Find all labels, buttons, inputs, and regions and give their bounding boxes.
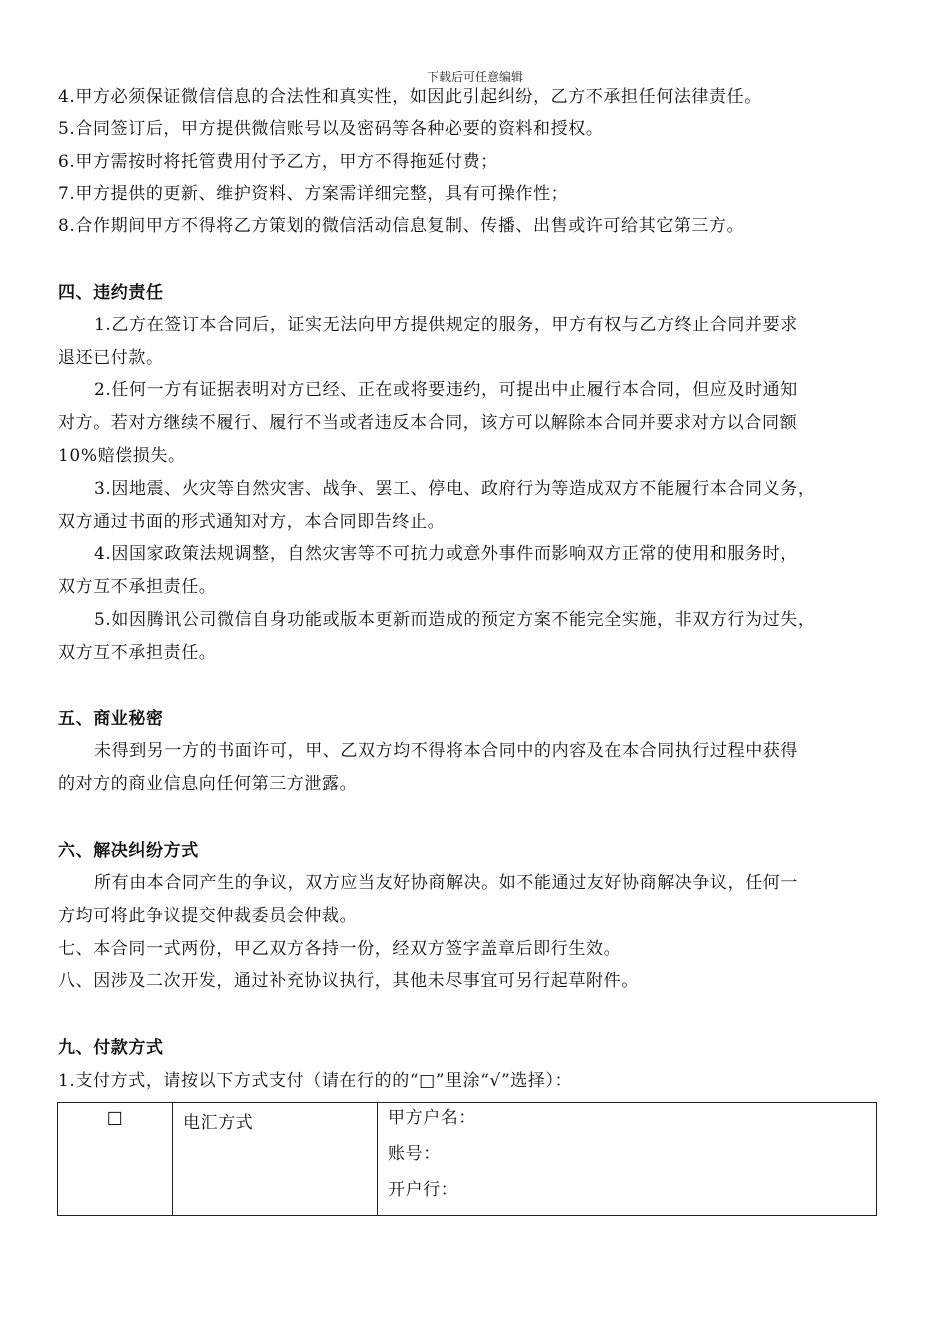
account-details-cell [378,1103,877,1216]
method-cell [173,1103,378,1216]
checkbox-cell [58,1103,173,1216]
confidentiality-line: 的对方的商业信息向任何第三方泄露。 [58,774,358,794]
breach-line: 双方通过书面的形式通知对方，本合同即告终止。 [58,512,446,532]
bank-label: 开户行： [388,1180,459,1200]
breach-line: 4.因国家政策法规调整，自然灾害等不可抗力或意外事件而影响双方正常的使用和服务时， [94,544,798,564]
breach-line: 双方互不承担责任。 [58,643,217,663]
page-header: 下载后可任意编辑 [426,70,523,84]
confidentiality-line: 未得到另一方的书面许可，甲、乙双方均不得将本合同中的内容及在本合同执行过程中获得 [94,741,798,761]
breach-line: 1.乙方在签订本合同后，证实无法向甲方提供规定的服务，甲方有权与乙方终止合同并要求 [94,315,798,335]
account-name-label: 甲方户名： [388,1108,476,1128]
breach-line: 退还已付款。 [58,348,164,368]
wire-transfer-checkbox[interactable]: ☐ [106,1109,124,1130]
breach-line: 5.如因腾讯公司微信自身功能或版本更新而造成的预定方案不能完全实施，非双方行为过失， [94,610,816,630]
disputes-line: 所有由本合同产生的争议，双方应当友好协商解决。如不能通过友好协商解决争议，任何一 [94,873,798,893]
obligation-item-8: 8.合作期间甲方不得将乙方策划的微信活动信息复制、传播、出售或许可给其它第三方。 [58,216,745,236]
breach-line: 10%赔偿损失。 [58,446,186,466]
payment-method-table [57,1102,877,1216]
payment-intro: 1.支付方式，请按以下方式支付（请在行的的“□”里涂“√”选择）： [58,1071,573,1091]
section-title-payment: 九、付款方式 [58,1038,164,1058]
section-title-confidentiality: 五、商业秘密 [58,709,164,729]
breach-line: 3.因地震、火灾等自然灾害、战争、罢工、停电、政府行为等造成双方不能履行本合同义务， [94,479,816,499]
obligation-item-5: 5.合同签订后，甲方提供微信账号以及密码等各种必要的资料和授权。 [58,119,604,139]
obligation-item-4: 4.甲方必须保证微信信息的合法性和真实性，如因此引起纠纷，乙方不承担任何法律责任。 [58,87,762,107]
section-copies: 七、本合同一式两份，甲乙双方各持一份，经双方签字盖章后即行生效。 [58,939,622,959]
wire-transfer-label: 电汇方式 [183,1113,254,1133]
account-number-label: 账号： [388,1144,441,1164]
breach-line: 双方互不承担责任。 [58,577,217,597]
section-title-breach: 四、违约责任 [58,283,164,303]
obligation-item-7: 7.甲方提供的更新、维护资料、方案需详细完整，具有可操作性； [58,184,569,204]
obligation-item-6: 6.甲方需按时将托管费用付予乙方，甲方不得拖延付费； [58,152,498,172]
table-row [58,1103,877,1216]
disputes-line: 方均可将此争议提交仲裁委员会仲裁。 [58,906,358,926]
breach-line: 对方。若对方继续不履行、履行不当或者违反本合同，该方可以解除本合同并要求对方以合同额 [58,413,798,433]
breach-line: 2.任何一方有证据表明对方已经、正在或将要违约，可提出中止履行本合同，但应及时通知 [94,380,798,400]
section-title-disputes: 六、解决纠纷方式 [58,841,199,861]
section-supplement: 八、因涉及二次开发，通过补充协议执行，其他未尽事宜可另行起草附件。 [58,971,639,991]
